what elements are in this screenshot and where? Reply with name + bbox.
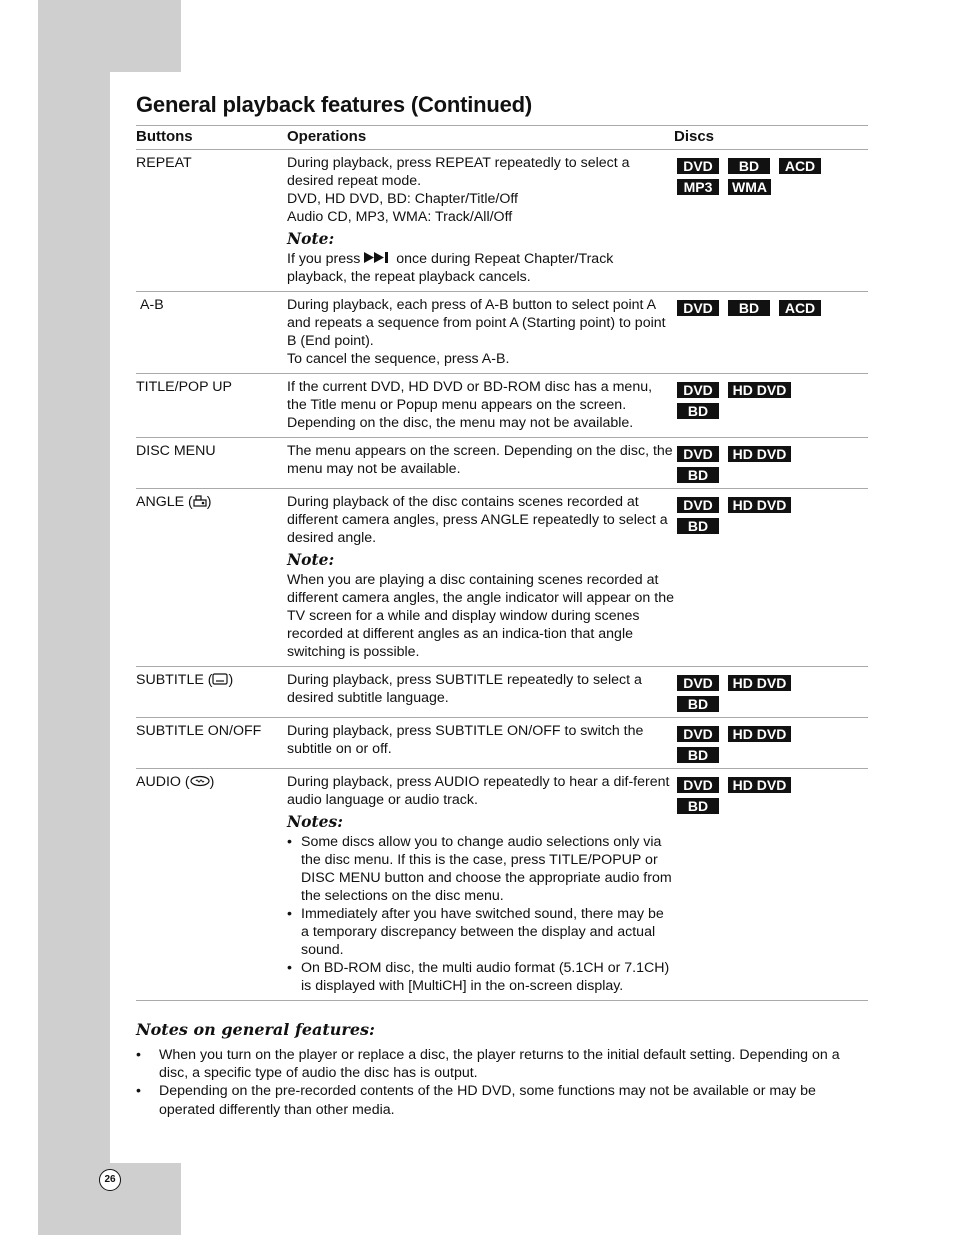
operation-text: If the current DVD, HD DVD or BD-ROM disc has a menu, the Title menu or Popup menu appears on the screen. Depending on the disc, the menu may not be available. bbox=[287, 379, 653, 432]
button-cell bbox=[136, 374, 287, 438]
disc-badge: ACD bbox=[779, 158, 821, 174]
disc-badge: DVD bbox=[677, 446, 719, 462]
button-name: AUDIO ( bbox=[136, 774, 190, 791]
operation-cell bbox=[287, 438, 674, 489]
disc-badge: WMA bbox=[728, 179, 771, 195]
button-name-close: ) bbox=[228, 672, 234, 689]
operation-cell bbox=[287, 292, 674, 374]
button-name: ANGLE ( bbox=[136, 494, 193, 511]
disc-badge: DVD bbox=[677, 497, 719, 513]
note-text bbox=[287, 250, 674, 286]
operation-cell bbox=[287, 769, 674, 1001]
disc-badge: BD bbox=[677, 403, 719, 419]
button-name: DISC MENU bbox=[136, 443, 216, 460]
disc-badge: BD bbox=[677, 798, 719, 814]
note-text-end: once during Repeat Chapter/Track playback, the repeat playback cancels. bbox=[287, 251, 614, 286]
discs-cell bbox=[674, 292, 868, 374]
disc-badge-group bbox=[674, 296, 837, 316]
button-name-close: ) bbox=[206, 494, 212, 511]
disc-badge: BD bbox=[677, 747, 719, 763]
discs-cell bbox=[674, 374, 868, 438]
audio-icon bbox=[190, 774, 210, 792]
button-name: REPEAT bbox=[136, 155, 192, 171]
disc-badge-group bbox=[674, 722, 837, 763]
disc-badge-group bbox=[674, 154, 837, 195]
operation-text: DVD, HD DVD, BD: Chapter/Title/Off bbox=[287, 191, 518, 207]
skip-next-icon bbox=[364, 250, 392, 268]
button-cell bbox=[136, 667, 287, 718]
disc-badge: BD bbox=[677, 696, 719, 712]
button-cell bbox=[136, 292, 287, 374]
margin-band-top bbox=[38, 0, 181, 72]
note-bullet-item: • Some discs allow you to change audio selections only via the disc menu. If this is the case, press TITLE/POPUP or DISC MENU button and choose the appropriate audio from the selections on the disc menu. bbox=[287, 833, 674, 905]
disc-badge: HD DVD bbox=[728, 675, 791, 691]
operation-text: During playback, press SUBTITLE ON/OFF to switch the subtitle on or off. bbox=[287, 723, 644, 758]
general-note-item: • Depending on the pre-recorded contents of the HD DVD, some functions may not be available or may be operated differently than other media. bbox=[136, 1082, 868, 1118]
table-row bbox=[136, 489, 868, 667]
disc-badge: DVD bbox=[677, 300, 719, 316]
header-buttons: Buttons bbox=[136, 126, 287, 150]
general-notes-title: Notes on general features: bbox=[136, 1020, 375, 1039]
disc-badge: HD DVD bbox=[728, 382, 791, 398]
operation-text: During playback, press SUBTITLE repeatedly to select a desired subtitle language. bbox=[287, 672, 642, 707]
note-bullet-item: • On BD-ROM disc, the multi audio format (5.1CH or 7.1CH) is displayed with [MultiCH] in the on-screen display. bbox=[287, 959, 674, 995]
note-text-start: If you press bbox=[287, 251, 361, 267]
disc-badge-group bbox=[674, 378, 837, 419]
operation-text: During playback, press REPEAT repeatedly to select a desired repeat mode. bbox=[287, 155, 630, 189]
margin-band-left bbox=[38, 72, 110, 1163]
table-row bbox=[136, 718, 868, 769]
disc-badge-group bbox=[674, 442, 837, 483]
disc-badge: BD bbox=[728, 300, 770, 316]
disc-badge-group bbox=[674, 493, 837, 534]
disc-badge: BD bbox=[728, 158, 770, 174]
note-heading: Note: bbox=[287, 550, 335, 570]
discs-cell bbox=[674, 489, 868, 667]
note-heading: Notes: bbox=[287, 812, 343, 832]
operation-text: To cancel the sequence, press A-B. bbox=[287, 351, 510, 368]
button-cell bbox=[136, 438, 287, 489]
operation-cell bbox=[287, 489, 674, 667]
disc-badge-group bbox=[674, 773, 837, 814]
table-row bbox=[136, 667, 868, 718]
disc-badge-group bbox=[674, 671, 837, 712]
general-note-item: • When you turn on the player or replace a disc, the player returns to the initial default setting. Depending on a disc, a specific type of audio the disc has is output. bbox=[136, 1046, 868, 1082]
note-bullet-list bbox=[287, 833, 674, 995]
disc-badge: HD DVD bbox=[728, 777, 791, 793]
table-row bbox=[136, 374, 868, 438]
table-row bbox=[136, 292, 868, 374]
disc-badge: DVD bbox=[677, 726, 719, 742]
table-row bbox=[136, 769, 868, 1001]
operation-cell bbox=[287, 374, 674, 438]
disc-badge: DVD bbox=[677, 158, 719, 174]
button-name: SUBTITLE ( bbox=[136, 672, 213, 689]
note-bullet-item: • Immediately after you have switched sound, there may be a temporary discrepancy between the display and actual sound. bbox=[287, 905, 674, 959]
camera-angle-icon bbox=[193, 494, 207, 512]
disc-badge: DVD bbox=[677, 675, 719, 691]
operation-text: The menu appears on the screen. Depending on the disc, the menu may not be available. bbox=[287, 443, 673, 478]
header-operations: Operations bbox=[287, 126, 674, 150]
table-row bbox=[136, 150, 868, 292]
discs-cell bbox=[674, 769, 868, 1001]
button-cell bbox=[136, 718, 287, 769]
disc-badge: DVD bbox=[677, 777, 719, 793]
button-name: SUBTITLE ON/OFF bbox=[136, 723, 262, 740]
operation-text: During playback, press AUDIO repeatedly to hear a dif-ferent audio language or audio track. bbox=[287, 774, 670, 809]
operation-cell bbox=[287, 667, 674, 718]
button-cell bbox=[136, 489, 287, 667]
disc-badge: HD DVD bbox=[728, 726, 791, 742]
disc-badge: MP3 bbox=[677, 179, 719, 195]
button-name: TITLE/POP UP bbox=[136, 379, 232, 396]
page-title: General playback features (Continued) bbox=[136, 92, 533, 117]
disc-badge: BD bbox=[677, 467, 719, 483]
note-heading: Note: bbox=[287, 229, 335, 248]
operation-cell bbox=[287, 150, 674, 292]
note-text: When you are playing a disc containing scenes recorded at different camera angles, the angle indicator will appear on the TV screen for a while and display window during scenes recorded at different angles as an indica-tion that angle switching is possible. bbox=[287, 572, 674, 661]
disc-badge: BD bbox=[677, 518, 719, 534]
button-cell bbox=[136, 769, 287, 1001]
table-row bbox=[136, 438, 868, 489]
operation-text: During playback of the disc contains scenes recorded at different camera angles, press ANGLE repeatedly to select a desired angle. bbox=[287, 494, 668, 547]
features-table bbox=[136, 125, 868, 1001]
disc-badge: DVD bbox=[677, 382, 719, 398]
button-name: A-B bbox=[140, 297, 164, 314]
subtitle-icon bbox=[212, 672, 228, 690]
discs-cell bbox=[674, 667, 868, 718]
header-discs: Discs bbox=[674, 126, 868, 150]
disc-badge: HD DVD bbox=[728, 497, 791, 513]
general-notes-list bbox=[136, 1046, 868, 1119]
disc-badge: HD DVD bbox=[728, 446, 791, 462]
page-number: 26 bbox=[99, 1169, 121, 1191]
operation-text: Audio CD, MP3, WMA: Track/All/Off bbox=[287, 209, 513, 225]
operation-text: During playback, each press of A-B button to select point A and repeats a sequence from point A (Starting point) to point B (End point). bbox=[287, 297, 666, 350]
disc-badge: ACD bbox=[779, 300, 821, 316]
button-cell bbox=[136, 150, 287, 292]
button-name-close: ) bbox=[209, 774, 215, 791]
discs-cell bbox=[674, 150, 868, 292]
discs-cell bbox=[674, 438, 868, 489]
operation-cell bbox=[287, 718, 674, 769]
discs-cell bbox=[674, 718, 868, 769]
table-header-row bbox=[136, 126, 868, 150]
